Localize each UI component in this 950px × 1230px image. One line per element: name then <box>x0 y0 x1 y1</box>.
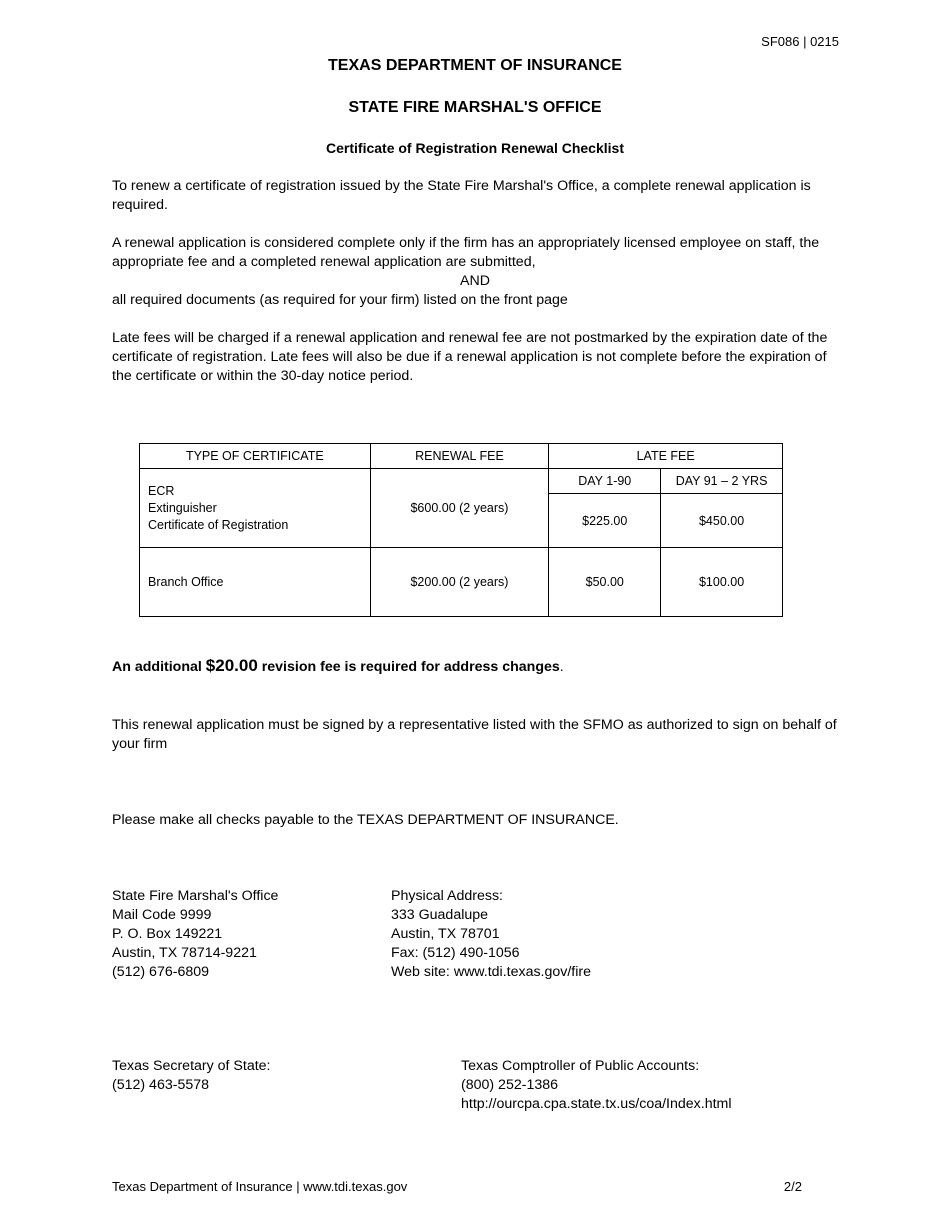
address-line: P. O. Box 149221 <box>112 926 223 942</box>
contact-line: Texas Secretary of State: <box>112 1058 271 1074</box>
address-line: 333 Guadalupe <box>391 907 489 923</box>
branch-renewal-fee: $200.00 (2 years) <box>370 548 549 617</box>
secretary-of-state-contact <box>112 1057 412 1095</box>
cert-type-line: Extinguisher <box>148 500 217 515</box>
contact-line: Texas Comptroller of Public Accounts: <box>461 1058 700 1074</box>
ecr-late-1-90: $225.00 <box>549 494 661 548</box>
header-renewal-fee: RENEWAL FEE <box>370 444 549 469</box>
address-line: Mail Code 9999 <box>112 907 212 923</box>
table-row <box>140 548 783 617</box>
comptroller-contact <box>461 1057 821 1114</box>
signature-note: This renewal application must be signed by a representative listed with the SFMO as authorized to sign on behalf of your firm <box>112 717 837 752</box>
physical-address <box>391 887 711 982</box>
ecr-late-91-2yrs: $450.00 <box>661 494 783 548</box>
cert-type-line: Certificate of Registration <box>148 517 289 532</box>
address-line: Fax: (512) 490-1056 <box>391 945 520 961</box>
cert-type-line: ECR <box>148 483 175 498</box>
office-title: STATE FIRE MARSHAL'S OFFICE <box>348 99 602 116</box>
fee-table-header-row <box>140 444 783 469</box>
document-title: Certificate of Registration Renewal Checklist <box>326 140 624 156</box>
revision-fee-note <box>112 656 564 676</box>
intro-paragraph: To renew a certificate of registration issued by the State Fire Marshal's Office, a complete renewal application is required. <box>112 178 811 213</box>
contact-line: (800) 252-1386 <box>461 1077 559 1093</box>
revision-fee-amount: $20.00 <box>205 656 258 675</box>
page-number: 2/2 <box>783 1179 802 1194</box>
address-line: Web site: www.tdi.texas.gov/fire <box>391 964 592 980</box>
contact-line: (512) 463-5578 <box>112 1077 210 1093</box>
revision-note-prefix: An additional <box>112 659 206 675</box>
address-line: (512) 676-6809 <box>112 964 210 980</box>
header-day-91-2yrs: DAY 91 – 2 YRS <box>661 469 783 494</box>
address-line: State Fire Marshal's Office <box>112 888 279 904</box>
late-fees-paragraph: Late fees will be charged if a renewal application and renewal fee are not postmarked by the expiration date of the certificate of registration. Late fees will also be due if a renewal application is not complete before the expiration of the certificate or within the 30-day notice period. <box>112 330 828 384</box>
address-line: Physical Address: <box>391 888 503 904</box>
agency-title: TEXAS DEPARTMENT OF INSURANCE <box>328 57 622 74</box>
complete-condition-paragraph: A renewal application is considered complete only if the firm has an appropriately licensed employee on staff, the appropriate fee and a completed renewal application are submitted, <box>112 235 820 270</box>
branch-late-91-2yrs: $100.00 <box>661 548 783 617</box>
checks-payable-note: Please make all checks payable to the TEXAS DEPARTMENT OF INSURANCE. <box>112 812 619 828</box>
header-type: TYPE OF CERTIFICATE <box>140 444 371 469</box>
table-row <box>140 469 783 494</box>
ecr-certificate-type <box>140 469 371 548</box>
mailing-address <box>112 887 372 982</box>
branch-late-1-90: $50.00 <box>549 548 661 617</box>
branch-certificate-type: Branch Office <box>140 548 371 617</box>
contact-line: http://ourcpa.cpa.state.tx.us/coa/Index.html <box>461 1096 732 1112</box>
fee-table <box>139 443 783 617</box>
revision-note-suffix: revision fee is required for address changes <box>257 659 560 675</box>
address-line: Austin, TX 78714-9221 <box>112 945 257 961</box>
revision-note-period: . <box>559 659 564 675</box>
header-day-1-90: DAY 1-90 <box>549 469 661 494</box>
ecr-renewal-fee: $600.00 (2 years) <box>370 469 549 548</box>
header-late-fee: LATE FEE <box>549 444 783 469</box>
and-label: AND <box>460 273 490 289</box>
address-line: Austin, TX 78701 <box>391 926 500 942</box>
footer-agency: Texas Department of Insurance | www.tdi.texas.gov <box>112 1179 408 1194</box>
form-id: SF086 | 0215 <box>761 34 839 49</box>
documents-condition-paragraph: all required documents (as required for your firm) listed on the front page <box>112 292 568 308</box>
